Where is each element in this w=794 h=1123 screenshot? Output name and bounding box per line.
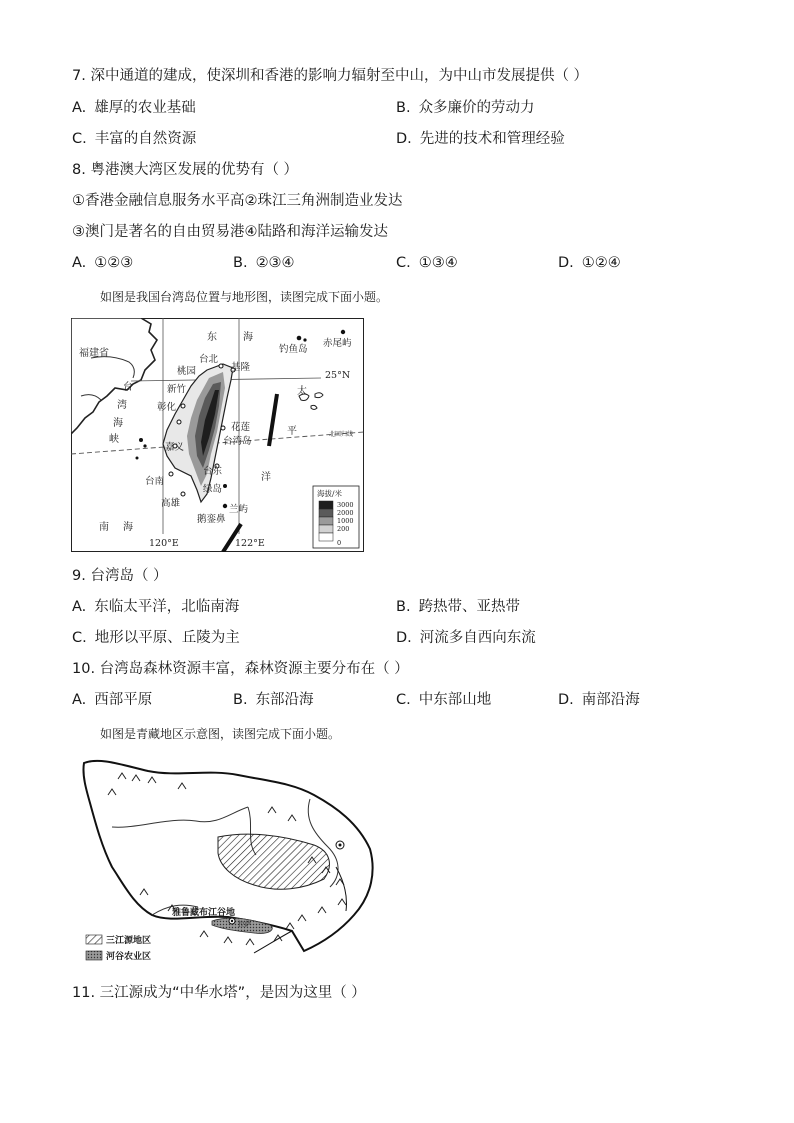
- label-eluanbi: 鹅銮鼻: [197, 514, 226, 525]
- label-strait-2: 湾: [117, 400, 127, 411]
- option-key: A.: [72, 599, 87, 615]
- label-hualien: 花莲: [231, 422, 251, 433]
- label-taidong: 台东: [203, 466, 223, 477]
- question-10-stem: 10. 台湾岛森林资源丰富，森林资源主要分布在（ ）: [72, 661, 409, 677]
- legend-swatch-2000: [319, 509, 333, 517]
- label-yang: 洋: [261, 472, 271, 483]
- legend-swatch-0: [319, 533, 333, 541]
- label-122e: 122°E: [235, 538, 265, 549]
- lvdao-dot: [223, 484, 227, 488]
- q7-option-b: [396, 98, 535, 118]
- legend-title: 海拔/米: [317, 489, 343, 498]
- label-keelung: 基隆: [231, 362, 251, 373]
- city-marker: [181, 492, 185, 496]
- legend-swatch-3000: [319, 501, 333, 509]
- lanyu-dot: [223, 504, 227, 508]
- label-25n: 25°N: [325, 370, 351, 381]
- legend-level: 0: [337, 539, 342, 547]
- option-text: ①②④: [581, 255, 621, 271]
- legend-swatch-1000: [319, 517, 333, 525]
- legend-level: 200: [337, 525, 350, 533]
- option-key: C.: [396, 692, 411, 708]
- question-11-stem: 11. 三江源成为“中华水塔”，是因为这里（ ）: [72, 985, 366, 1001]
- q9-option-b: [396, 597, 520, 617]
- q8-statement-2: ③澳门是著名的自由贸易港④陆路和海洋运输发达: [72, 224, 388, 240]
- legend-level: 1000: [337, 517, 354, 525]
- option-text: ①③④: [418, 255, 458, 271]
- q10-option-b: [233, 690, 314, 710]
- option-text: 东部沿海: [255, 692, 314, 708]
- tibet-map-intro: 如图是青藏地区示意图，读图完成下面小题。: [100, 727, 341, 741]
- option-key: D.: [558, 692, 574, 708]
- island-dot: [303, 338, 306, 341]
- penghu-dot: [139, 438, 143, 442]
- q7-option-a: [72, 98, 196, 118]
- label-strait-1: 台: [123, 382, 133, 393]
- city-marker: [169, 472, 173, 476]
- city-marker: [181, 404, 185, 408]
- tibet-legend: [86, 934, 151, 962]
- river-icon: [254, 931, 292, 953]
- q9-option-c: [72, 628, 240, 648]
- diaoyu-island-dot: [297, 336, 302, 341]
- legend-sanjiangyuan: 三江源地区: [106, 936, 152, 946]
- taiwan-location-terrain-map: [71, 318, 364, 552]
- q9-option-d: [396, 628, 536, 648]
- label-120e: 120°E: [149, 538, 179, 549]
- label-fujian: 福建省: [79, 348, 109, 359]
- label-zhanghua: 彰化: [157, 402, 177, 413]
- option-key: A.: [72, 100, 87, 116]
- label-strait-3: 海: [113, 418, 123, 429]
- legend-level: 3000: [337, 501, 354, 509]
- question-7-stem: 7. 深中通道的建成，使深圳和香港的影响力辐射至中山，为中山市发展提供（ ）: [72, 68, 589, 84]
- label-taiwan-island: 台湾岛: [223, 436, 252, 447]
- label-xinzhu: 新竹: [167, 384, 187, 395]
- q8-option-d: [558, 253, 621, 273]
- legend-level: 2000: [337, 509, 354, 517]
- label-lhasa: 拉萨: [238, 920, 251, 928]
- penghu-dot: [136, 457, 139, 460]
- legend-swatch-sanjiangyuan: [86, 935, 102, 944]
- label-lanyu: 兰屿: [229, 504, 249, 515]
- q10-option-d: [558, 690, 640, 710]
- option-key: B.: [233, 255, 248, 271]
- q8-statement-1: ①香港金融信息服务水平高②珠江三角洲制造业发达: [72, 193, 403, 209]
- label-tainan: 台南: [145, 476, 165, 487]
- label-chiwei: 赤尾屿: [323, 338, 352, 349]
- q8-option-a: [72, 253, 133, 273]
- label-south-2: 海: [123, 522, 133, 533]
- option-key: D.: [558, 255, 574, 271]
- option-key: B.: [396, 599, 411, 615]
- taiwan-map-intro: 如图是我国台湾岛位置与地形图，读图完成下面小题。: [100, 290, 389, 304]
- option-text: 众多廉价的劳动力: [418, 100, 535, 116]
- q10-option-a: [72, 690, 152, 710]
- label-south-1: 南: [99, 522, 109, 533]
- option-text: 西部平原: [94, 692, 153, 708]
- elevation-legend: [313, 486, 359, 548]
- label-strait-4: 峡: [109, 434, 119, 445]
- label-lvdao: 绿岛: [203, 484, 223, 495]
- label-jiayi: 嘉义: [165, 442, 185, 453]
- label-east-2: 海: [243, 332, 253, 343]
- label-gaoxiong: 高雄: [161, 498, 181, 509]
- penghu-dot: [143, 444, 146, 447]
- option-key: B.: [233, 692, 248, 708]
- city-marker: [219, 364, 223, 368]
- label-tai-ocean: 太: [297, 386, 307, 397]
- label-valley: 雅鲁藏布江谷地: [172, 908, 236, 918]
- option-text: 先进的技术和管理经验: [419, 131, 565, 147]
- option-key: C.: [72, 630, 87, 646]
- option-text: 东临太平洋，北临南海: [94, 599, 240, 615]
- city-marker: [221, 426, 225, 430]
- q8-option-b: [233, 253, 295, 273]
- label-diaoyu: 钓鱼岛: [279, 344, 308, 355]
- option-text: 跨热带、亚热带: [418, 599, 521, 615]
- option-text: 丰富的自然资源: [94, 131, 197, 147]
- label-east-1: 东: [207, 332, 217, 343]
- option-key: D.: [396, 630, 412, 646]
- option-key: D.: [396, 131, 412, 147]
- legend-swatch-valley: [86, 951, 102, 960]
- label-taipei: 台北: [199, 354, 219, 365]
- option-key: B.: [396, 100, 411, 116]
- label-ping: 平: [287, 426, 297, 437]
- option-text: 河流多自西向东流: [419, 630, 536, 646]
- option-text: ①②③: [94, 255, 134, 271]
- question-9-stem: 9. 台湾岛（ ）: [72, 568, 168, 584]
- qinghai-tibet-map: [78, 755, 378, 973]
- city-marker: [177, 420, 181, 424]
- option-key: A.: [72, 255, 87, 271]
- option-key: C.: [72, 131, 87, 147]
- city-dot: [339, 844, 342, 847]
- q7-option-c: [72, 129, 196, 149]
- option-key: A.: [72, 692, 87, 708]
- q8-option-c: [396, 253, 458, 273]
- legend-swatch-200: [319, 525, 333, 533]
- label-tropic: 北回归线: [329, 431, 354, 438]
- lhasa-dot: [231, 920, 233, 922]
- option-text: 中东部山地: [418, 692, 492, 708]
- chiwei-island-dot: [341, 330, 345, 334]
- option-key: C.: [396, 255, 411, 271]
- legend-valley: 河谷农业区: [106, 952, 152, 962]
- option-text: ②③④: [255, 255, 295, 271]
- question-8-stem: 8. 粤港澳大湾区发展的优势有（ ）: [72, 162, 299, 178]
- option-text: 雄厚的农业基础: [94, 100, 196, 116]
- option-text: 地形以平原、丘陵为主: [94, 630, 240, 646]
- q10-option-c: [396, 690, 491, 710]
- q7-option-d: [396, 129, 565, 149]
- option-text: 南部沿海: [581, 692, 640, 708]
- label-taoyuan: 桃园: [177, 366, 197, 377]
- q9-option-a: [72, 597, 239, 617]
